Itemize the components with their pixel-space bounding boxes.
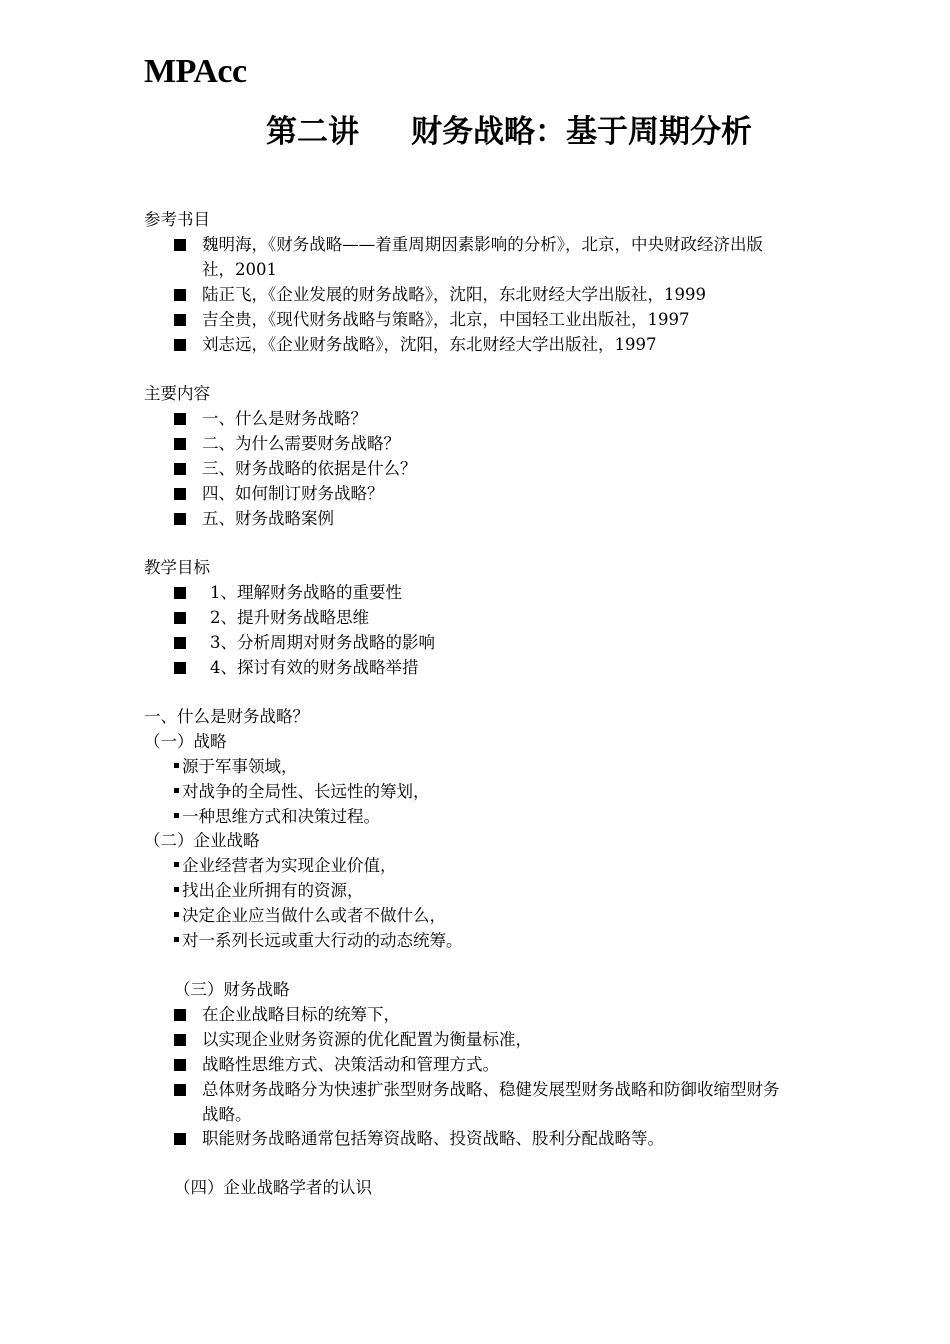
list-item: 职能财务战略通常包括筹资战略、投资战略、股利分配战略等。	[202, 1129, 664, 1148]
subsection-heading: （四）企业战略学者的认识	[174, 1178, 372, 1197]
list-item: 战略性思维方式、决策活动和管理方式。	[202, 1055, 499, 1074]
objective-item: 1、理解财务战略的重要性	[210, 583, 402, 602]
contents-item: 一、什么是财务战略？	[202, 409, 367, 428]
list-item: 找出企业所拥有的资源，	[174, 878, 364, 903]
small-square-bullet-icon	[174, 887, 179, 892]
square-bullet-icon	[174, 413, 186, 425]
references-heading: 参考书目	[144, 210, 210, 229]
subsection-heading: （二）企业战略	[144, 831, 260, 850]
list-item-continued: 战略。	[202, 1105, 252, 1124]
square-bullet-icon	[174, 488, 186, 500]
objective-item: 3、分析周期对财务战略的影响	[210, 633, 435, 652]
objectives-heading: 教学目标	[144, 558, 210, 577]
square-bullet-icon	[174, 1009, 186, 1021]
subsection-heading: （一）战略	[144, 732, 227, 751]
objective-item: 4、探讨有效的财务战略举措	[210, 658, 419, 677]
lecture-number: 第二讲	[266, 114, 359, 150]
list-item: 以实现企业财务资源的优化配置为衡量标准，	[202, 1030, 532, 1049]
small-square-bullet-icon	[174, 937, 179, 942]
list-item: 企业经营者为实现企业价值，	[174, 853, 397, 878]
square-bullet-icon	[174, 637, 186, 649]
contents-item: 三、财务战略的依据是什么？	[202, 459, 417, 478]
square-bullet-icon	[174, 289, 186, 301]
list-item: 总体财务战略分为快速扩张型财务战略、稳健发展型财务战略和防御收缩型财务	[202, 1080, 780, 1099]
square-bullet-icon	[174, 662, 186, 674]
small-square-bullet-icon	[174, 788, 179, 793]
square-bullet-icon	[174, 1059, 186, 1071]
square-bullet-icon	[174, 339, 186, 351]
section-heading: 一、什么是财务战略？	[144, 707, 309, 726]
contents-item: 五、财务战略案例	[202, 509, 334, 528]
reference-item: 吉全贵，《现代财务战略与策略》，北京，中国轻工业出版社，1997	[202, 310, 690, 329]
program-mark: MPAcc	[144, 53, 247, 90]
small-square-bullet-icon	[174, 813, 179, 818]
square-bullet-icon	[174, 314, 186, 326]
reference-item: 刘志远，《企业财务战略》，沈阳，东北财经大学出版社，1997	[202, 335, 657, 354]
list-item: 对一系列长远或重大行动的动态统筹。	[174, 928, 463, 953]
small-square-bullet-icon	[174, 763, 179, 768]
square-bullet-icon	[174, 587, 186, 599]
list-item: 一种思维方式和决策过程。	[174, 804, 380, 829]
objective-item: 2、提升财务战略思维	[210, 608, 369, 627]
list-item: 在企业战略目标的统筹下，	[202, 1005, 400, 1024]
square-bullet-icon	[174, 239, 186, 251]
list-item: 源于军事领域，	[174, 754, 298, 779]
list-item: 对战争的全局性、长远性的筹划，	[174, 779, 430, 804]
contents-item: 二、为什么需要财务战略？	[202, 434, 400, 453]
list-item: 决定企业应当做什么或者不做什么，	[174, 903, 446, 928]
lecture-title: 财务战略：基于周期分析	[411, 114, 752, 150]
subsection-heading: （三）财务战略	[174, 980, 290, 999]
contents-item: 四、如何制订财务战略？	[202, 484, 384, 503]
square-bullet-icon	[174, 1133, 186, 1145]
square-bullet-icon	[174, 463, 186, 475]
small-square-bullet-icon	[174, 912, 179, 917]
small-square-bullet-icon	[174, 862, 179, 867]
square-bullet-icon	[174, 1084, 186, 1096]
reference-item: 魏明海，《财务战略——着重周期因素影响的分析》，北京，中央财政经济出版	[202, 235, 763, 254]
contents-heading: 主要内容	[144, 384, 210, 403]
square-bullet-icon	[174, 513, 186, 525]
reference-item: 陆正飞，《企业发展的财务战略》，沈阳，东北财经大学出版社，1999	[202, 285, 706, 304]
square-bullet-icon	[174, 438, 186, 450]
reference-item-continued: 社，2001	[202, 260, 277, 279]
square-bullet-icon	[174, 612, 186, 624]
square-bullet-icon	[174, 1034, 186, 1046]
page-title	[266, 112, 752, 152]
